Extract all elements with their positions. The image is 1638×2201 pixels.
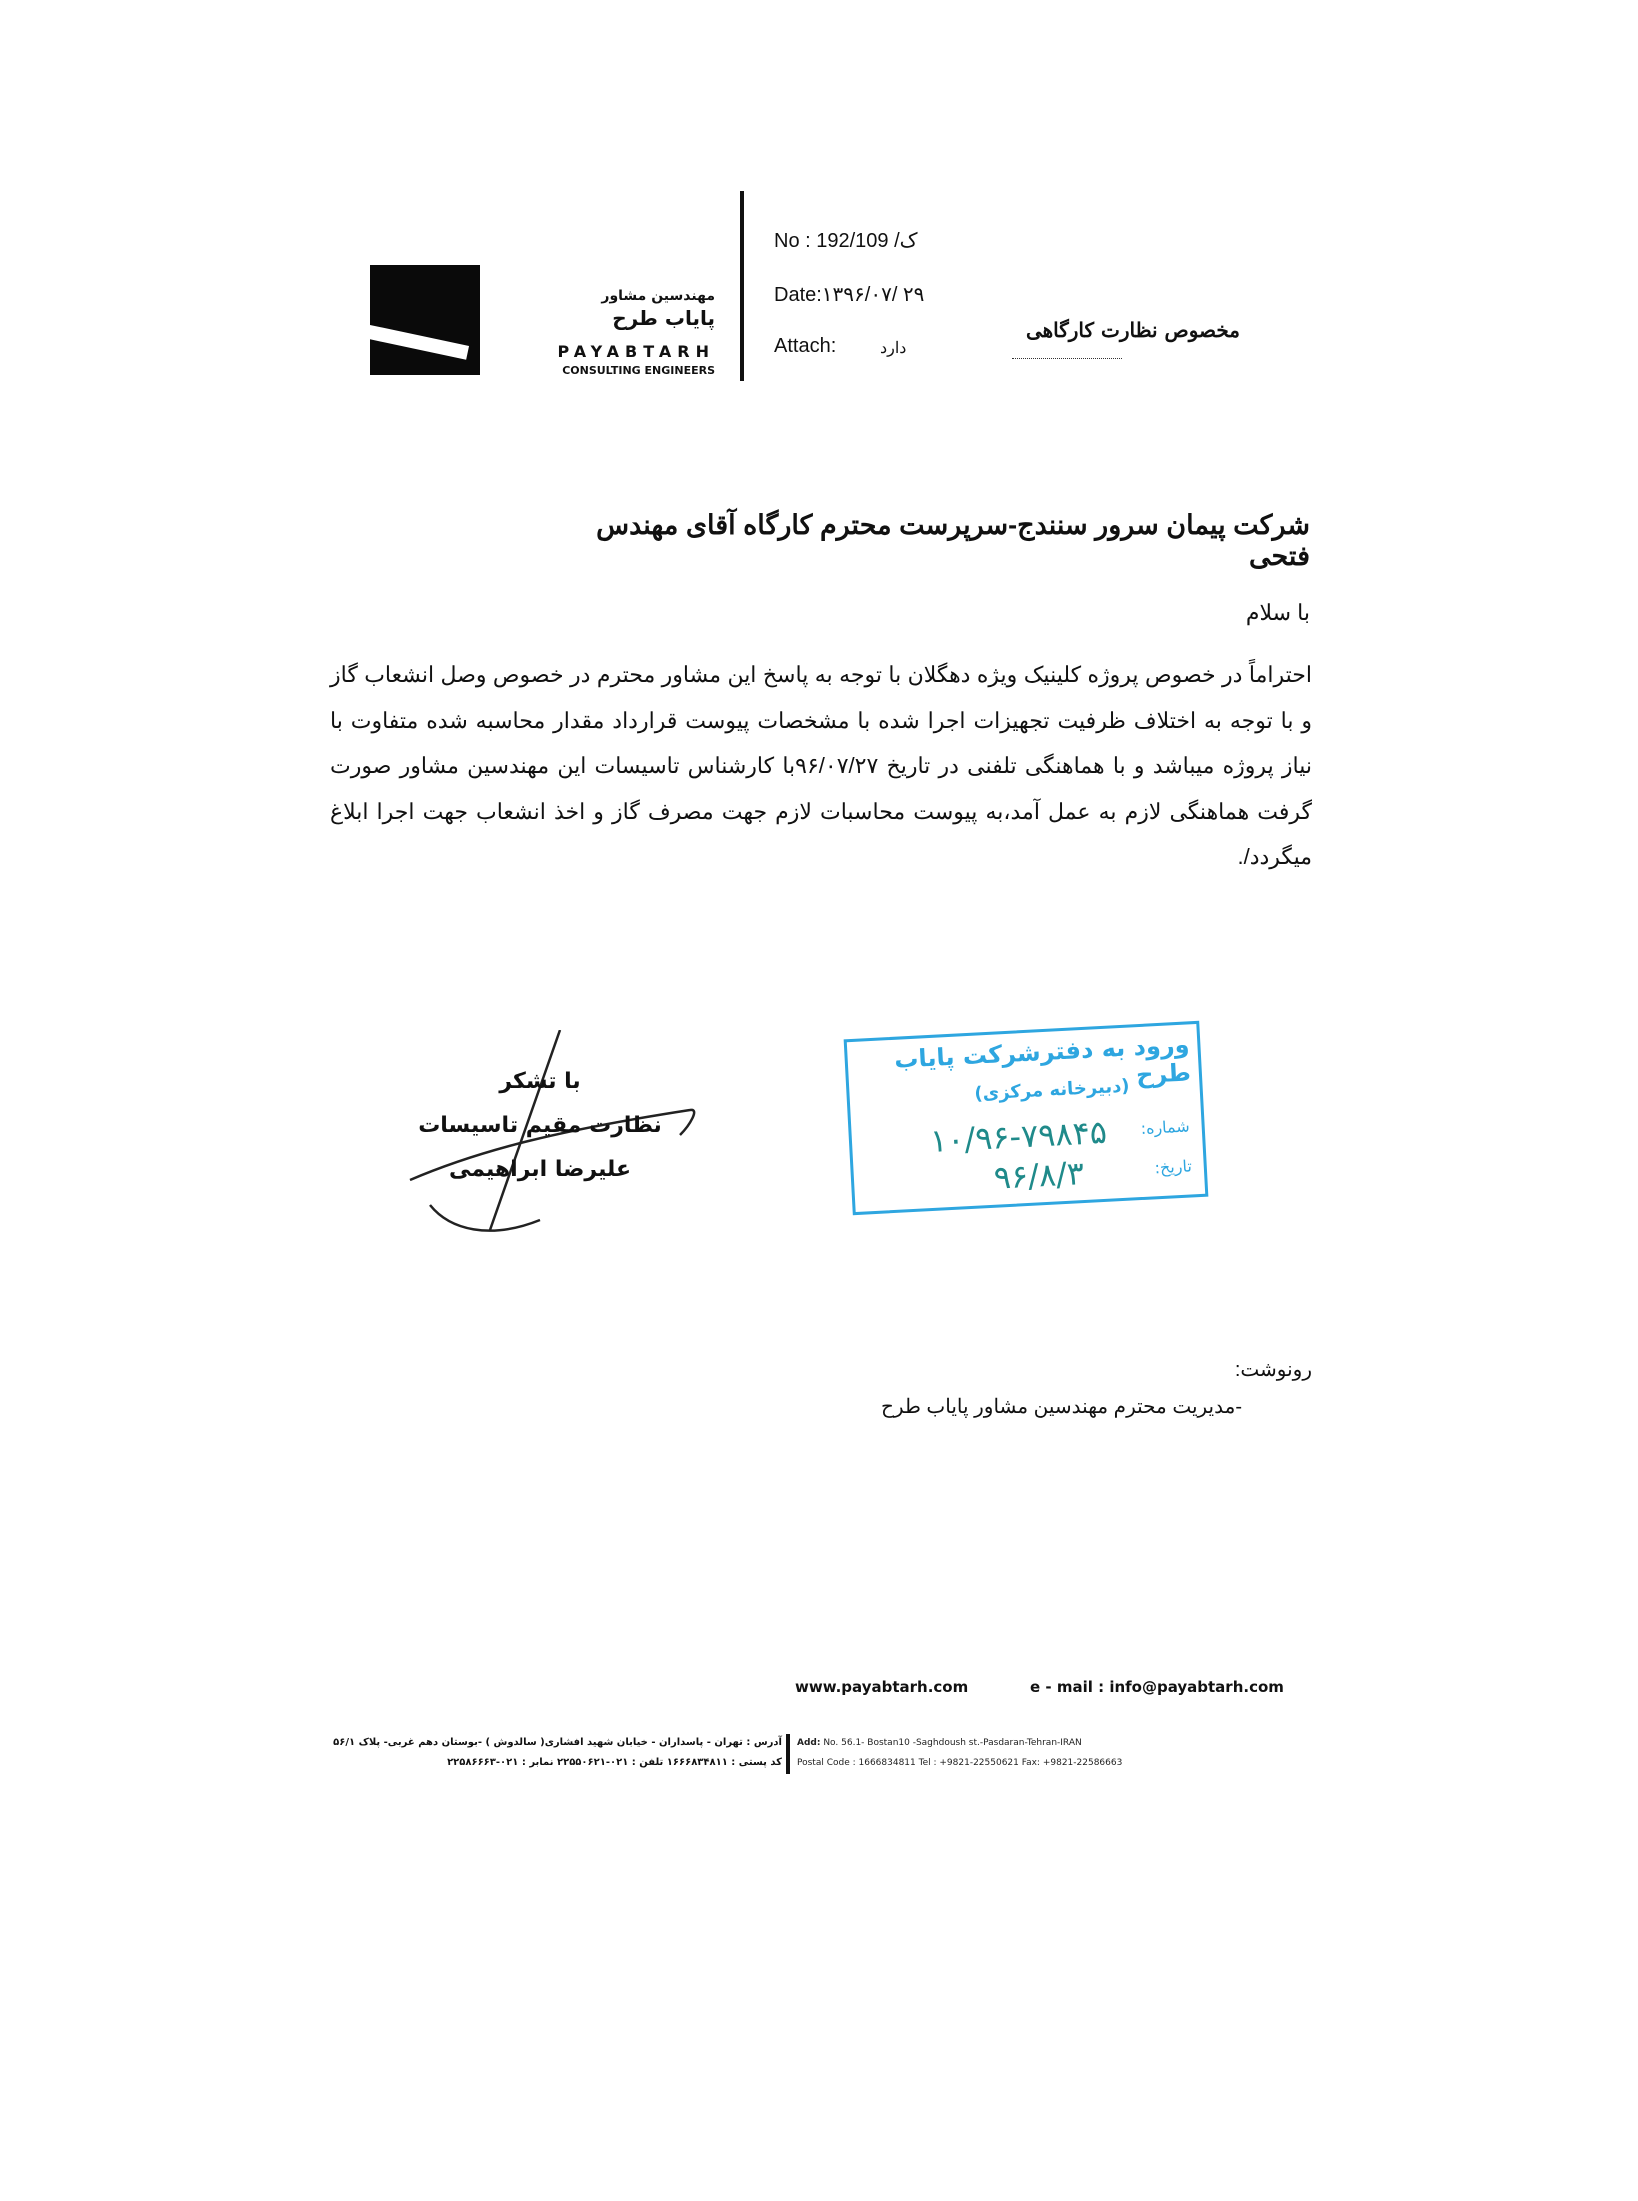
footer-email[interactable]: e - mail : info@payabtarh.com xyxy=(1030,1678,1284,1696)
stamp-number-value: ۱۰/۹۶-۷۹۸۴۵ xyxy=(929,1112,1108,1161)
company-logo xyxy=(370,265,480,375)
stamp-date-value: ۹۶/۸/۳ xyxy=(992,1154,1085,1197)
reference-date: Date:۱۳۹۶/۰۷/ ۲۹ xyxy=(774,284,925,306)
signature-name: علیرضا ابراهیمی xyxy=(448,1157,632,1182)
company-name-fa-line1: مهندسین مشاور xyxy=(601,288,715,304)
footer-address-fa-line: آدرس : تهران - پاسداران - خیابان شهید افشاری( سالدوش ) -بوستان دهم غربی- پلاک ۵۶/۱ xyxy=(333,1737,782,1748)
logo-stroke xyxy=(370,323,469,360)
footer-address-en xyxy=(797,1733,1297,1773)
footer-address-fa xyxy=(232,1733,782,1773)
company-name-fa-line2: پایاب طرح xyxy=(612,306,715,330)
recipient: شرکت پیمان سرور سنندج-سرپرست محترم کارگاه آقای مهندس فتحی xyxy=(596,510,1310,571)
company-subtitle-en: CONSULTING ENGINEERS xyxy=(562,364,715,377)
signature-block xyxy=(390,1060,690,1192)
stamp-number-label: شماره: xyxy=(1140,1116,1191,1138)
footer-contact-fa-line: کد پستی : ۱۶۶۶۸۳۴۸۱۱ تلفن : ۰۲۱-۲۲۵۵۰۶۲۱ نمابر : ۰۲۱-۲۲۵۸۶۶۶۳ xyxy=(447,1757,782,1768)
footer-contact-en-line: Postal Code : 1666834811 Tel : +9821-22550621 Fax: +9821-22586663 xyxy=(797,1758,1123,1768)
signature-title: نظارت مقیم تاسیسات xyxy=(418,1113,662,1138)
letter-body: احتراماً در خصوص پروژه کلینیک ویژه دهگلان با توجه به پاسخ این مشاور محترم در خصوص وصل انشعاب گاز و با توجه به اختلاف ظرفیت تجهیزات اجرا شده با مشخصات پیوست قرارداد مقدار محاسبه شده متفاوت با نیاز پروژه میباشد و با هماهنگی تلفنی در تاریخ ۹۶/۰۷/۲۷با کارشناس تاسیسات این مهندسین مشاور صورت گرفت هماهنگی لازم به عمل آمد،به پیوست محاسبات لازم جهت مصرف گاز و اخذ انشعاب جهت اجرا ابلاغ میگردد/. xyxy=(330,662,1312,869)
cc-item: -مدیریت محترم مهندسین مشاور پایاب طرح xyxy=(881,1396,1242,1418)
header-divider xyxy=(740,191,744,381)
footer-address-en-line: No. 56.1- Bostan10 -Saghdoush st.-Pasdaran-Tehran-IRAN xyxy=(823,1738,1082,1748)
stamp-date-label: تاریخ: xyxy=(1154,1156,1193,1178)
greeting: با سلام xyxy=(1245,600,1310,625)
footer-website[interactable]: www.payabtarh.com xyxy=(795,1678,969,1696)
company-name-en: PAYABTARH xyxy=(557,342,715,361)
attachment-value: دارد xyxy=(880,340,907,357)
cc-label: رونوشت: xyxy=(1234,1359,1312,1381)
reference-number: No : 192/ک/ 109 xyxy=(774,230,918,252)
footer-divider xyxy=(786,1734,790,1774)
footer-address-en-label: Add: xyxy=(797,1738,821,1748)
receipt-stamp xyxy=(844,1021,1209,1215)
attachment-label: Attach: xyxy=(774,335,837,357)
classification-label: مخصوص نظارت کارگاهی xyxy=(1025,318,1240,342)
stamp-title: ورود به دفترشرکت پایاب طرح xyxy=(893,1030,1192,1090)
classification-underline xyxy=(1012,358,1122,359)
signature-closing: با تشکر xyxy=(499,1069,581,1094)
stamp-subtitle: (دبیرخانه مرکزی) xyxy=(973,1075,1131,1105)
